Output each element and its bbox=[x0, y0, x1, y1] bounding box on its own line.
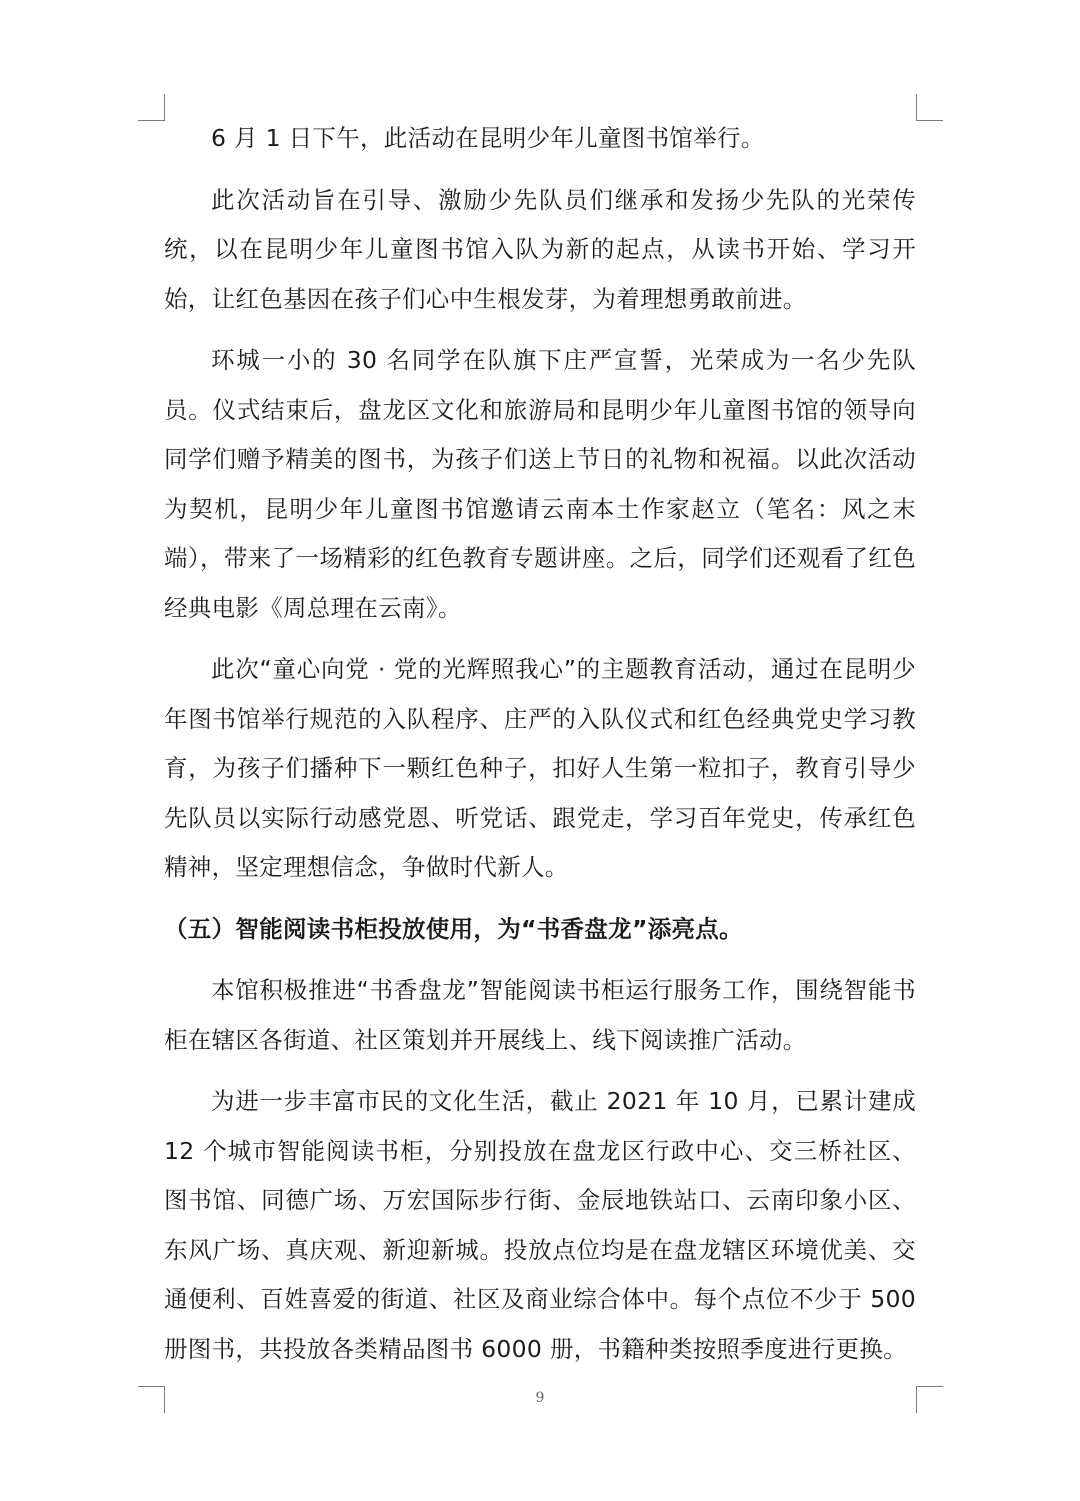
paragraph-bookcase-locations: 为进一步丰富市民的文化生活，截止 2021 年 10 月，已累计建成 12 个城市智能阅读书柜，分别投放在盘龙区行政中心、交三桥社区、图书馆、同德广场、万宏国际步行街、金辰地铁站口、云南印象小区、东风广场、真庆观、新迎新城。投放点位均是在盘龙辖区环境优美、交通便利、百姓喜爱的街道、社区及商业综合体中。每个点位不少于 500 册图书，共投放各类精品图书 6000 册，书籍种类按照季度进行更换。 bbox=[164, 1087, 916, 1363]
paragraph-theme-education: 此次“童心向党 · 党的光辉照我心”的主题教育活动，通过在昆明少年图书馆举行规范的入队程序、庄严的入队仪式和红色经典党史学习教育，为孩子们播种下一颗红色种子，扣好人生第一粒扣子，教育引导少先队员以实际行动感党恩、听党话、跟党走，学习百年党史，传承红色精神，坚定理想信念，争做时代新人。 bbox=[164, 655, 916, 881]
paragraph-event-date: 6 月 1 日下午，此活动在昆明少年儿童图书馆举行。 bbox=[211, 124, 765, 152]
page-body bbox=[164, 114, 916, 1374]
paragraph-bookcase-service: 本馆积极推进“书香盘龙”智能阅读书柜运行服务工作，围绕智能书柜在辖区各街道、社区策划并开展线上、线下阅读推广活动。 bbox=[164, 976, 916, 1054]
page-number: 9 bbox=[535, 1390, 545, 1406]
paragraph-ceremony: 环城一小的 30 名同学在队旗下庄严宣誓，光荣成为一名少先队员。仪式结束后，盘龙区文化和旅游局和昆明少年儿童图书馆的领导向同学们赠予精美的图书，为孩子们送上节日的礼物和祝福。以此次活动为契机，昆明少年儿童图书馆邀请云南本土作家赵立（笔名：风之末端），带来了一场精彩的红色教育专题讲座。之后，同学们还观看了红色经典电影《周总理在云南》。 bbox=[164, 346, 916, 622]
crop-mark-top-left bbox=[138, 94, 165, 121]
crop-mark-top-right bbox=[916, 94, 943, 121]
paragraph-event-purpose: 此次活动旨在引导、激励少先队员们继承和发扬少先队的光荣传统，以在昆明少年儿童图书馆入队为新的起点，从读书开始、学习开始，让红色基因在孩子们心中生根发芽，为着理想勇敢前进。 bbox=[164, 185, 916, 313]
section-heading-smart-bookcase: （五）智能阅读书柜投放使用，为“书香盘龙”添亮点。 bbox=[164, 914, 743, 943]
